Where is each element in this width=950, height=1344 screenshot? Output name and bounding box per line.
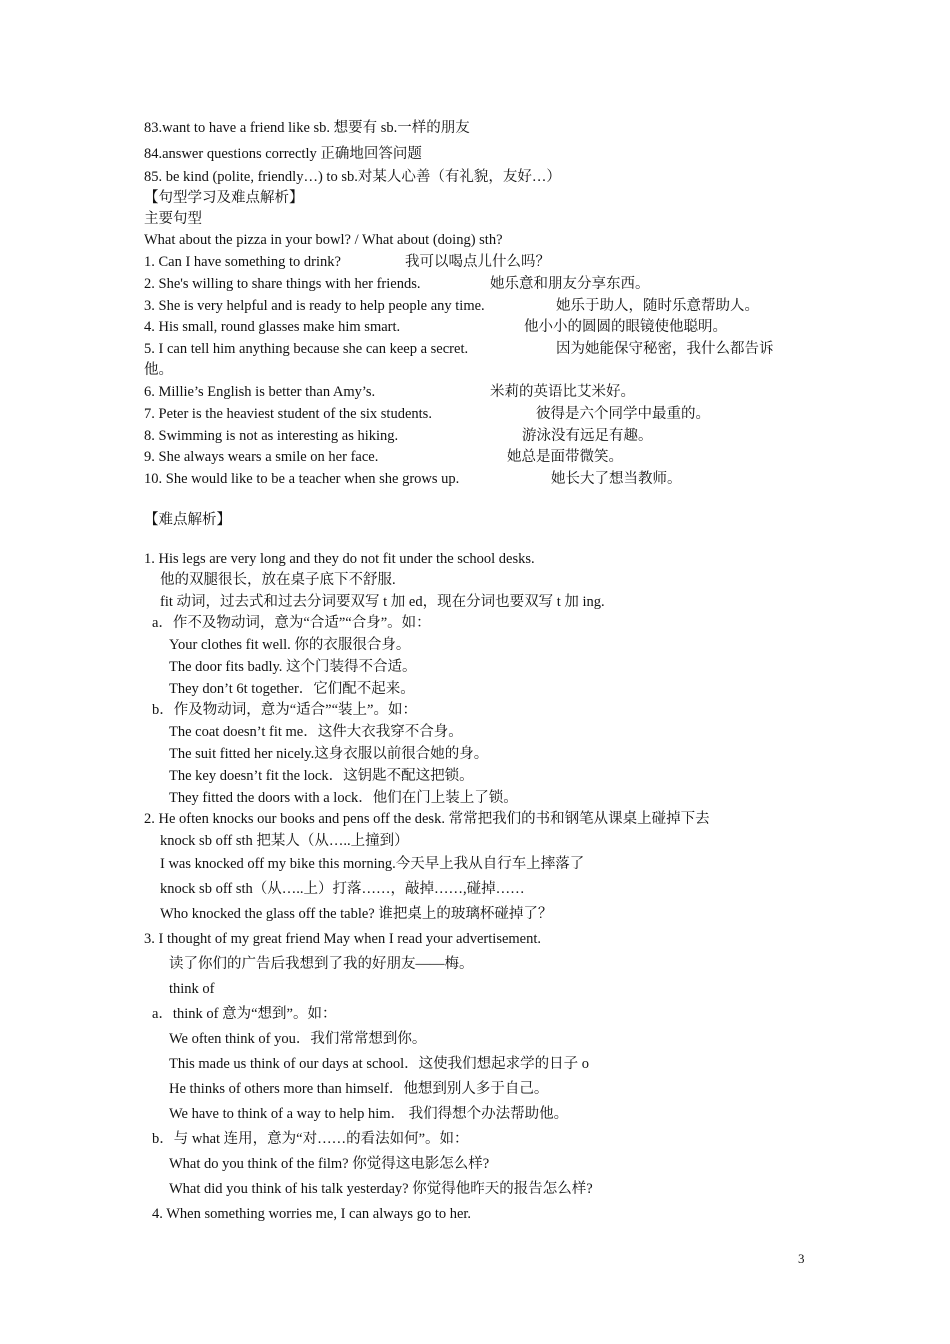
analysis-line: think of — [169, 981, 215, 997]
analysis-line: 读了你们的广告后我想到了我的好朋友——梅。 — [169, 956, 474, 972]
sentence-en: 3. She is very helpful and is ready to help people any time. — [144, 298, 485, 314]
analysis-line: The suit fitted her nicely.这身衣服以前很合她的身。 — [169, 746, 489, 762]
analysis-line: a．作不及物动词，意为“合适”“合身”。如： — [152, 615, 431, 631]
vocab-line: 84.answer questions correctly 正确地回答问题 — [144, 146, 422, 162]
sentence-en: 7. Peter is the heaviest student of the six students. — [144, 406, 432, 422]
analysis-line: 2. He often knocks our books and pens off the desk. 常常把我们的书和钢笔从课桌上碰掉下去 — [144, 811, 710, 827]
sentence-en: 4. His small, round glasses make him smart. — [144, 319, 401, 335]
sentence-zh: 他。 — [144, 362, 173, 378]
sentence-zh: 游泳没有远足有趣。 — [522, 428, 653, 444]
sentence-zh: 彼得是六个同学中最重的。 — [536, 406, 710, 422]
analysis-line: b．作及物动词，意为“适合”“装上”。如： — [152, 702, 417, 718]
sentence-zh: 她总是面带微笑。 — [507, 449, 623, 465]
analysis-line: knock sb off sth（从…..上）打落……，敲掉……,碰掉…… — [160, 881, 525, 897]
analysis-line: They fitted the doors with a lock．他们在门上装上了锁。 — [169, 790, 518, 806]
sentence-zh: 她乐于助人，随时乐意帮助人。 — [556, 298, 759, 314]
analysis-line: They don’t 6t together．它们配不起来。 — [169, 681, 415, 697]
sentence-zh: 她长大了想当教师。 — [551, 471, 682, 487]
analysis-line: b．与 what 连用，意为“对……的看法如何”。如： — [152, 1131, 469, 1147]
analysis-line: We often think of you．我们常常想到你。 — [169, 1031, 427, 1047]
analysis-line: Your clothes fit well. 你的衣服很合身。 — [169, 637, 411, 653]
analysis-line: 1. His legs are very long and they do not fit under the school desks. — [144, 551, 535, 567]
analysis-line: 4. When something worries me, I can always go to her. — [152, 1206, 472, 1222]
analysis-line: knock sb off sth 把某人（从…..上撞到） — [160, 833, 409, 849]
analysis-line: This made us think of our days at school．这使我们想起求学的日子 o — [169, 1056, 590, 1072]
sentence-zh: 我可以喝点儿什么吗？ — [405, 254, 550, 270]
analysis-line: The coat doesn’t fit me．这件大衣我穿不合身。 — [169, 724, 463, 740]
sentence-zh: 她乐意和朋友分享东西。 — [490, 276, 650, 292]
sentence-en: 1. Can I have something to drink? — [144, 254, 341, 270]
sentence-en: 5. I can tell him anything because she can keep a secret. — [144, 341, 469, 357]
page-number: 3 — [798, 1251, 805, 1266]
analysis-line: a．think of 意为“想到”。如： — [152, 1006, 337, 1022]
analysis-line: I was knocked off my bike this morning.今天早上我从自行车上摔落了 — [160, 856, 585, 872]
main-patterns-heading: 主要句型 — [144, 211, 202, 227]
analysis-line: The door fits badly. 这个门装得不合适。 — [169, 659, 417, 675]
analysis-line: 3. I thought of my great friend May when I read your advertisement. — [144, 931, 542, 947]
analysis-line: Who knocked the glass off the table? 谁把桌上的玻璃杯碰掉了？ — [160, 906, 553, 922]
sentence-zh: 他小小的圆圆的眼镜使他聪明。 — [524, 319, 727, 335]
analysis-line: What do you think of the film? 你觉得这电影怎么样? — [169, 1156, 490, 1172]
sentence-en: 8. Swimming is not as interesting as hiking. — [144, 428, 399, 444]
analysis-line: 他的双腿很长，放在桌子底下不舒服. — [160, 572, 396, 588]
section-heading: 【句型学习及难点解析】 — [144, 190, 304, 206]
section-heading: 【难点解析】 — [144, 512, 231, 528]
sentence-en: 6. Millie’s English is better than Amy’s. — [144, 384, 376, 400]
analysis-line: What did you think of his talk yesterday? 你觉得他昨天的报告怎么样? — [169, 1181, 593, 1197]
sentence-en: 9. She always wears a smile on her face. — [144, 449, 379, 465]
analysis-line: fit 动词，过去式和过去分词要双写 t 加 ed，现在分词也要双写 t 加 ing. — [160, 594, 605, 610]
what-about-line: What about the pizza in your bowl? / What about (doing) sth? — [144, 232, 503, 248]
sentence-zh: 米莉的英语比艾米好。 — [490, 384, 635, 400]
analysis-line: He thinks of others more than himself．他想到别人多于自己。 — [169, 1081, 549, 1097]
analysis-line: We have to think of a way to help him． 我们得想个办法帮助他。 — [169, 1106, 569, 1122]
vocab-line: 83.want to have a friend like sb. 想要有 sb.一样的朋友 — [144, 120, 470, 136]
analysis-line: The key doesn’t fit the lock．这钥匙不配这把锁。 — [169, 768, 474, 784]
sentence-en: 10. She would like to be a teacher when she grows up. — [144, 471, 460, 487]
sentence-zh: 因为她能保守秘密，我什么都告诉 — [556, 341, 774, 357]
vocab-line: 85. be kind (polite, friendly…) to sb.对某人心善（有礼貌，友好…） — [144, 169, 561, 185]
sentence-en: 2. She's willing to share things with her friends. — [144, 276, 421, 292]
